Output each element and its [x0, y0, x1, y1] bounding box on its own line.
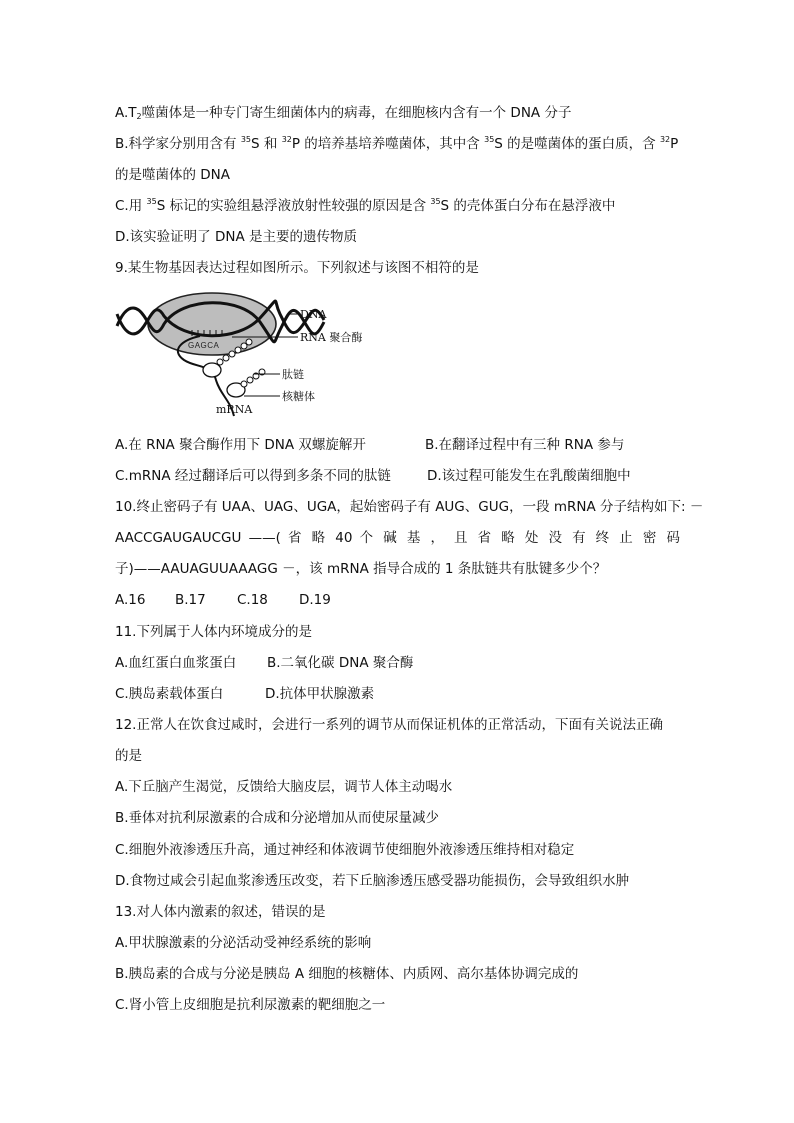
- figure-label-dna: DNA: [300, 308, 327, 321]
- q12-option-d: D.食物过咸会引起血浆渗透压改变，若下丘脑渗透压感受器功能损伤，会导致组织水肿: [115, 873, 630, 889]
- q9-option-c: C.mRNA 经过翻译后可以得到多条不同的肽链: [115, 468, 391, 484]
- q8-option-a: $A.T_2$噬菌体是一种专门寄生细菌体内的病毒，在细胞核内含有一个 DNA 分子: [115, 105, 572, 121]
- q11-options-row-2: [115, 684, 374, 704]
- q9-option-a: A.在 RNA 聚合酶作用下 DNA 双螺旋解开: [115, 437, 366, 453]
- q10-stem-line-1: 10.终止密码子有 UAA、UAG、UGA，起始密码子有 AUG、GUG，一段 mRNA 分子结构如下: －: [115, 499, 704, 515]
- q8-option-d: D.该实验证明了 DNA 是主要的遗传物质: [115, 229, 357, 245]
- q12-option-c: C.细胞外液渗透压升高，通过神经和体液调节使细胞外液渗透压维持相对稳定: [115, 842, 575, 858]
- q11-option-c: C.胰岛素载体蛋白: [115, 686, 224, 702]
- q13-option-a: A.甲状腺激素的分泌活动受神经系统的影响: [115, 935, 372, 951]
- q11-stem: 11.下列属于人体内环境成分的是: [115, 624, 312, 640]
- q12-option-b: B.垂体对抗利尿激素的合成和分泌增加从而使尿量减少: [115, 810, 440, 826]
- q8-option-b: B.科学家分别用含有 $^{35}$S 和 $^{32}$P 的培养基培养噬菌体，其中含 $^{35}$S 的是噬菌体的蛋白质，含 $^{32}$P: [115, 135, 679, 152]
- q11-option-b: B.二氧化碳 DNA 聚合酶: [267, 655, 414, 671]
- q10-options: [115, 590, 331, 610]
- q12-stem-line-2: 的是: [115, 748, 142, 764]
- q12-option-a: A.下丘脑产生渴觉，反馈给大脑皮层，调节人体主动喝水: [115, 779, 453, 795]
- figure-sequence: GAGCA: [188, 341, 220, 350]
- q12-stem-line-1: 12.正常人在饮食过咸时，会进行一系列的调节从而保证机体的正常活动，下面有关说法正确: [115, 717, 663, 733]
- q11-option-d: D.抗体甲状腺激素: [265, 686, 375, 702]
- figure-label-rna-polymerase: RNA 聚合酶: [300, 331, 363, 344]
- figure-label-mrna: mRNA: [216, 403, 253, 416]
- q9-options-row-2: [115, 466, 631, 486]
- q10-option-a: A.16: [115, 592, 146, 608]
- q10-option-c: C.18: [237, 592, 268, 608]
- q13-stem: 13.对人体内激素的叙述，错误的是: [115, 904, 326, 920]
- peptide-chain-2: [241, 369, 265, 387]
- gene-expression-svg: [112, 292, 372, 417]
- q13-option-b: B.胰岛素的合成与分泌是胰岛 A 细胞的核糖体、内质网、高尔基体协调完成的: [115, 966, 579, 982]
- q10-option-b: B.17: [175, 592, 206, 608]
- gene-expression-figure: [112, 292, 372, 417]
- figure-label-peptide: 肽链: [282, 368, 304, 381]
- figure-label-ribosome: 核糖体: [282, 390, 315, 403]
- q9-option-d: D.该过程可能发生在乳酸菌细胞中: [427, 468, 631, 484]
- q10-stem-line-2: AACCGAUGAUCGU ——( 省 略 40 个 碱 基 ， 且 省 略 处 没 有 终 止 密 码: [115, 530, 680, 546]
- q11-option-a: A.血红蛋白血浆蛋白: [115, 655, 237, 671]
- ribosome-1-icon: [203, 363, 221, 377]
- q9-options-row-1: [115, 435, 624, 455]
- q13-option-c: C.肾小管上皮细胞是抗利尿激素的靶细胞之一: [115, 997, 386, 1013]
- q8-option-b-continued: 的是噬菌体的 DNA: [115, 167, 231, 183]
- q8-option-c: C.用 $^{35}$S 标记的实验组悬浮液放射性较强的原因是含 $^{35}$S 的壳体蛋白分布在悬浮液中: [115, 197, 616, 214]
- q9-stem: 9.某生物基因表达过程如图所示。下列叙述与该图不相符的是: [115, 260, 479, 276]
- q10-option-d: D.19: [299, 592, 331, 608]
- q11-options-row-1: [115, 653, 413, 673]
- q10-stem-line-3: 子)——AAUAGUUAAAGG －，该 mRNA 指导合成的 1 条肽链共有肽键多少个？: [115, 561, 607, 577]
- q9-option-b: B.在翻译过程中有三种 RNA 参与: [425, 437, 625, 453]
